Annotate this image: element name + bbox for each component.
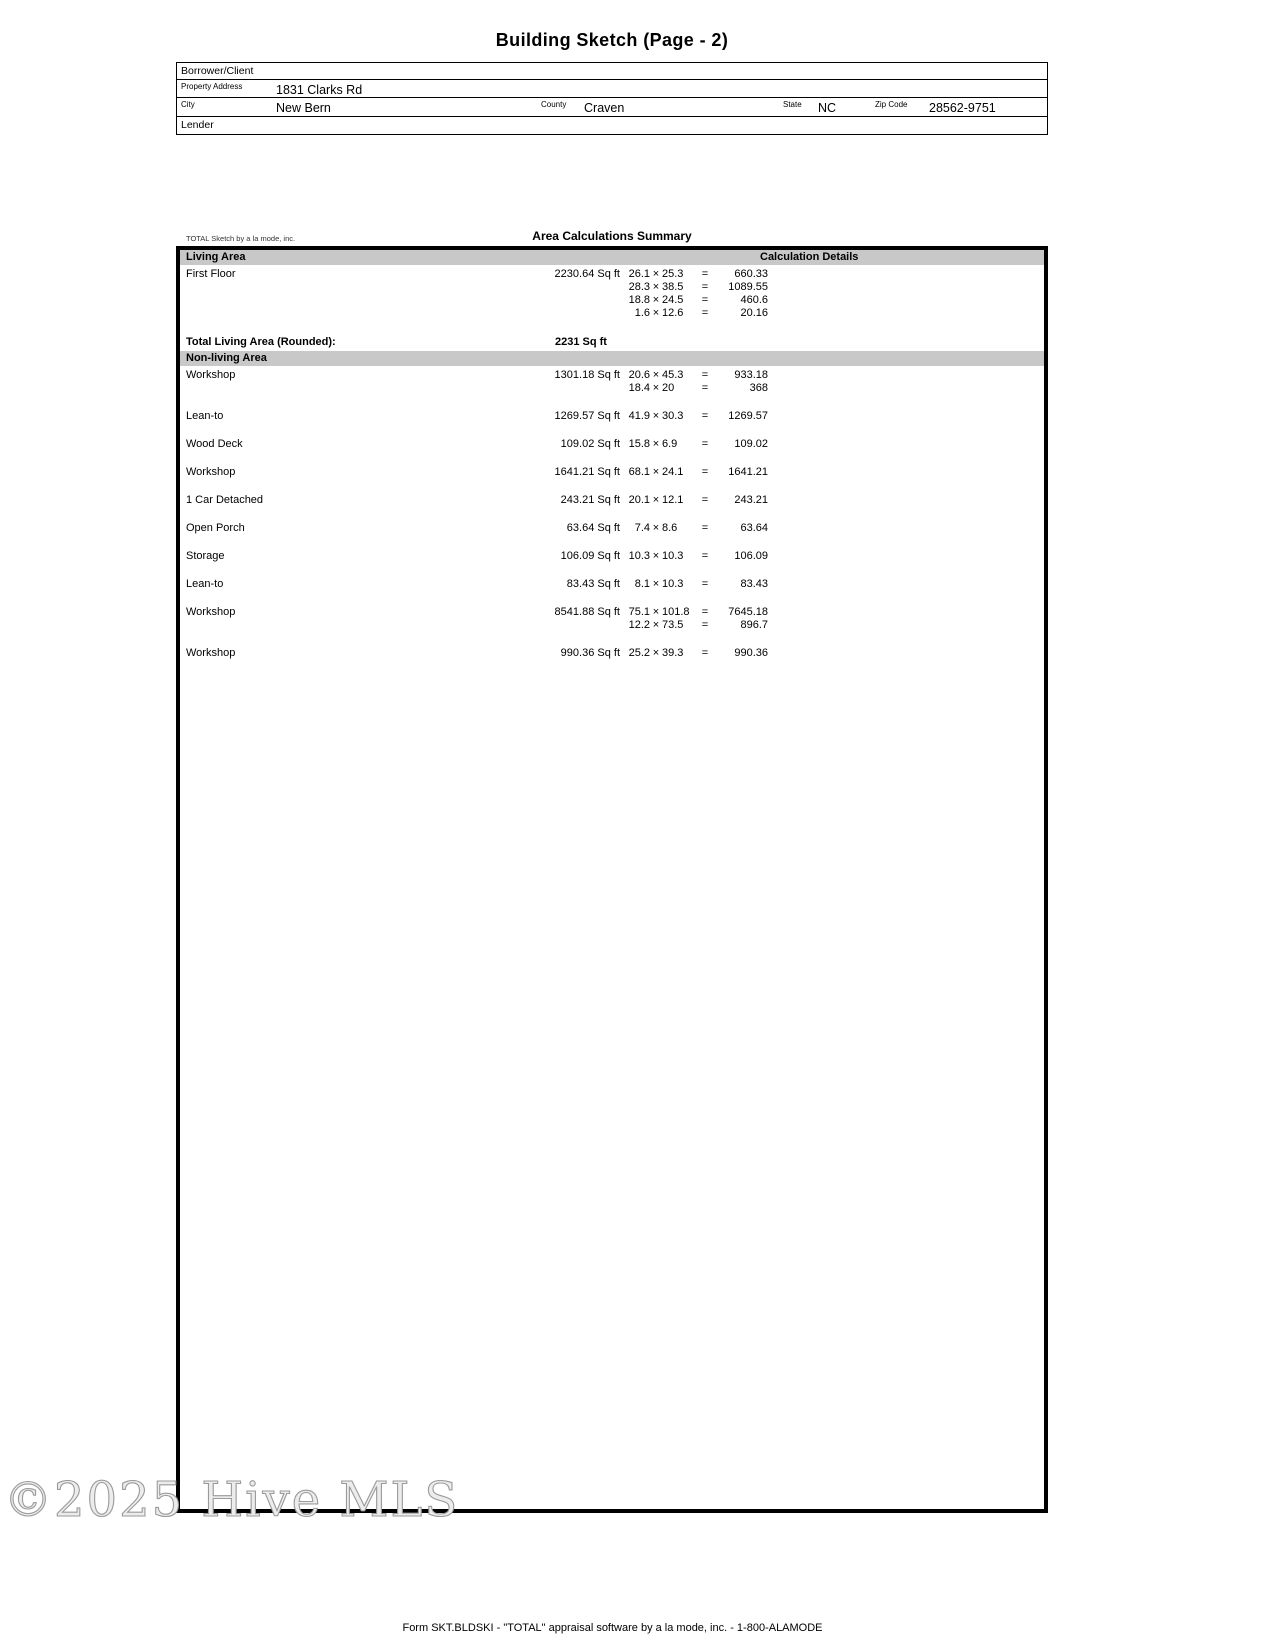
area-row [180,606,1044,632]
calc-dim2: 101.8 [662,606,690,618]
row-name: Wood Deck [186,438,243,450]
equals-sign: = [701,578,709,590]
form-footer: Form SKT.BLDSKI - "TOTAL" appraisal software by a la mode, inc. - 1-800-ALAMODE [402,1622,823,1634]
calc-result: 109.02 [734,438,768,450]
calc-line [620,281,1042,294]
equals-sign: = [701,619,709,631]
area-row [180,268,1044,320]
equals-sign: = [701,281,709,293]
multiply-sign: × [652,268,660,280]
area-row [180,522,1044,535]
row-area-value: 243.21 Sq ft [560,494,620,506]
calc-dim2: 24.1 [662,466,684,478]
multiply-sign: × [652,382,660,394]
calc-dim2: 39.3 [662,647,684,659]
summary-title: Area Calculations Summary [532,229,692,243]
calc-block [620,268,1042,320]
calc-block [620,438,1042,451]
calc-dim2: 12.1 [662,494,684,506]
summary-heading [176,228,1048,246]
row-area-value: 2230.64 Sq ft [554,268,620,280]
calc-line [620,494,1042,507]
equals-sign: = [701,369,709,381]
calc-line [620,606,1042,619]
equals-sign: = [701,606,709,618]
row-area-value: 109.02 Sq ft [560,438,620,450]
row-name: Workshop [186,369,236,381]
row-area-value: 1269.57 Sq ft [554,410,620,422]
calc-dim2: 12.6 [662,307,684,319]
property-address-row [177,80,1047,98]
row-area-value: 106.09 Sq ft [560,550,620,562]
calc-line [620,268,1042,281]
row-area-value: 990.36 Sq ft [560,647,620,659]
calc-dim1: 20.1 [628,494,650,506]
calc-dim1: 18.4 [628,382,650,394]
calc-dim2: 20 [662,382,675,394]
calc-dim1: 8.1 [634,578,650,590]
calc-block [620,647,1042,660]
calc-result: 933.18 [734,369,768,381]
calc-column [620,268,1044,320]
area-row [180,550,1044,563]
vendor-note: TOTAL Sketch by a la mode, inc. [186,234,296,243]
calc-dim2: 24.5 [662,294,684,306]
calc-result: 990.36 [734,647,768,659]
equals-sign: = [701,438,709,450]
calc-result: 20.16 [740,307,768,319]
county-label: County [541,100,567,109]
calc-column [620,410,1044,423]
calc-column [620,578,1044,591]
multiply-sign: × [652,466,660,478]
multiply-sign: × [652,410,660,422]
calc-line [620,294,1042,307]
calc-line [620,410,1042,423]
calc-dim1: 25.2 [628,647,650,659]
calc-block [620,606,1042,632]
property-address-label: Property Address [181,82,243,91]
row-name: Open Porch [186,522,245,534]
calc-line [620,438,1042,451]
row-name: Workshop [186,606,236,618]
calc-block [620,369,1042,395]
calc-column [620,466,1044,479]
calc-result: 1089.55 [728,281,768,293]
calc-dim2: 30.3 [662,410,684,422]
county-value: Craven [584,101,625,115]
calc-line [620,522,1042,535]
calc-dim1: 68.1 [628,466,650,478]
state-label: State [783,100,802,109]
calc-block [620,578,1042,591]
area-row [180,494,1044,507]
equals-sign: = [701,494,709,506]
calc-result: 896.7 [740,619,768,631]
equals-sign: = [701,410,709,422]
row-name: First Floor [186,268,236,280]
row-area-value: 83.43 Sq ft [566,578,620,590]
city-label: City [181,100,195,109]
property-address-value: 1831 Clarks Rd [276,83,363,97]
calc-result: 243.21 [734,494,768,506]
calc-column [620,494,1044,507]
area-row [180,647,1044,660]
calc-result: 83.43 [740,578,768,590]
total-living-area-value: 2231 Sq ft [555,336,607,348]
calc-dim1: 12.2 [628,619,650,631]
calc-result: 106.09 [734,550,768,562]
equals-sign: = [701,550,709,562]
equals-sign: = [701,522,709,534]
area-calculations-table [176,246,1048,1513]
calc-result: 7645.18 [728,606,768,618]
calc-dim1: 41.9 [628,410,650,422]
row-name: Storage [186,550,225,562]
area-row [180,578,1044,591]
multiply-sign: × [652,606,660,618]
calc-column [620,369,1044,395]
calc-result: 63.64 [740,522,768,534]
calc-result: 368 [749,382,768,394]
calc-dim1: 1.6 [634,307,650,319]
multiply-sign: × [652,578,660,590]
area-row [180,438,1044,451]
area-row [180,466,1044,479]
multiply-sign: × [652,550,660,562]
calc-line [620,466,1042,479]
calc-dim1: 15.8 [628,438,650,450]
calc-dim1: 28.3 [628,281,650,293]
calc-block [620,410,1042,423]
calc-line [620,619,1042,632]
multiply-sign: × [652,281,660,293]
calc-result: 460.6 [740,294,768,306]
calc-line [620,578,1042,591]
zip-value: 28562-9751 [929,101,996,115]
row-name: Workshop [186,466,236,478]
equals-sign: = [701,268,709,280]
state-value: NC [818,101,837,115]
calc-dim1: 18.8 [628,294,650,306]
calc-line [620,382,1042,395]
row-name: Workshop [186,647,236,659]
header-form [176,62,1048,135]
row-name: Lean-to [186,578,224,590]
calc-dim2: 10.3 [662,578,684,590]
row-area-value: 63.64 Sq ft [566,522,620,534]
multiply-sign: × [652,619,660,631]
calc-dim1: 20.6 [628,369,650,381]
equals-sign: = [701,466,709,478]
multiply-sign: × [652,522,660,534]
calc-column [620,550,1044,563]
living-area-rows [180,268,1044,320]
calc-dim2: 38.5 [662,281,684,293]
equals-sign: = [701,294,709,306]
calc-dim2: 45.3 [662,369,684,381]
equals-sign: = [701,382,709,394]
calc-column [620,438,1044,451]
calc-column [620,606,1044,632]
calc-block [620,522,1042,535]
row-area-value: 1301.18 Sq ft [554,369,620,381]
watermark: ©2025 Hive MLS [4,1472,460,1528]
lender-row [177,117,1047,135]
multiply-sign: × [652,494,660,506]
calc-column [620,647,1044,660]
multiply-sign: × [652,369,660,381]
calc-line [620,647,1042,660]
non-living-area-header-bar [180,351,1044,366]
calc-line [620,550,1042,563]
equals-sign: = [701,307,709,319]
calc-dim2: 8.6 [662,522,678,534]
calc-dim1: 7.4 [634,522,650,534]
living-area-header-bar [180,250,1044,265]
lender-label: Lender [181,119,214,131]
calc-result: 660.33 [734,268,768,280]
calc-result: 1269.57 [728,410,768,422]
non-living-area-rows [180,369,1044,660]
calc-block [620,494,1042,507]
total-living-area-label: Total Living Area (Rounded): [186,336,336,348]
equals-sign: = [701,647,709,659]
borrower-row [177,63,1047,80]
calc-column [620,522,1044,535]
living-area-header: Living Area [186,251,246,263]
borrower-label: Borrower/Client [181,65,254,77]
page-title: Building Sketch (Page - 2) [495,30,729,50]
area-row [180,369,1044,395]
row-area-value: 1641.21 Sq ft [554,466,620,478]
calc-result: 1641.21 [728,466,768,478]
calc-dim2: 25.3 [662,268,684,280]
city-value: New Bern [276,101,331,115]
row-area-value: 8541.88 Sq ft [554,606,620,618]
calc-line [620,307,1042,320]
area-row [180,410,1044,423]
calculation-details-header: Calculation Details [760,251,859,263]
multiply-sign: × [652,647,660,659]
multiply-sign: × [652,438,660,450]
multiply-sign: × [652,307,660,319]
calc-block [620,550,1042,563]
row-name: Lean-to [186,410,224,422]
multiply-sign: × [652,294,660,306]
calc-dim2: 73.5 [662,619,684,631]
calc-dim1: 10.3 [628,550,650,562]
calc-line [620,369,1042,382]
calc-dim1: 75.1 [628,606,650,618]
calc-dim2: 6.9 [662,438,678,450]
calc-dim2: 10.3 [662,550,684,562]
non-living-area-header: Non-living Area [186,352,267,364]
zip-label: Zip Code [875,100,908,109]
calc-dim1: 26.1 [628,268,650,280]
calc-block [620,466,1042,479]
row-name: 1 Car Detached [186,494,264,506]
total-living-area-row [180,336,1044,349]
city-state-zip-row [177,98,1047,117]
